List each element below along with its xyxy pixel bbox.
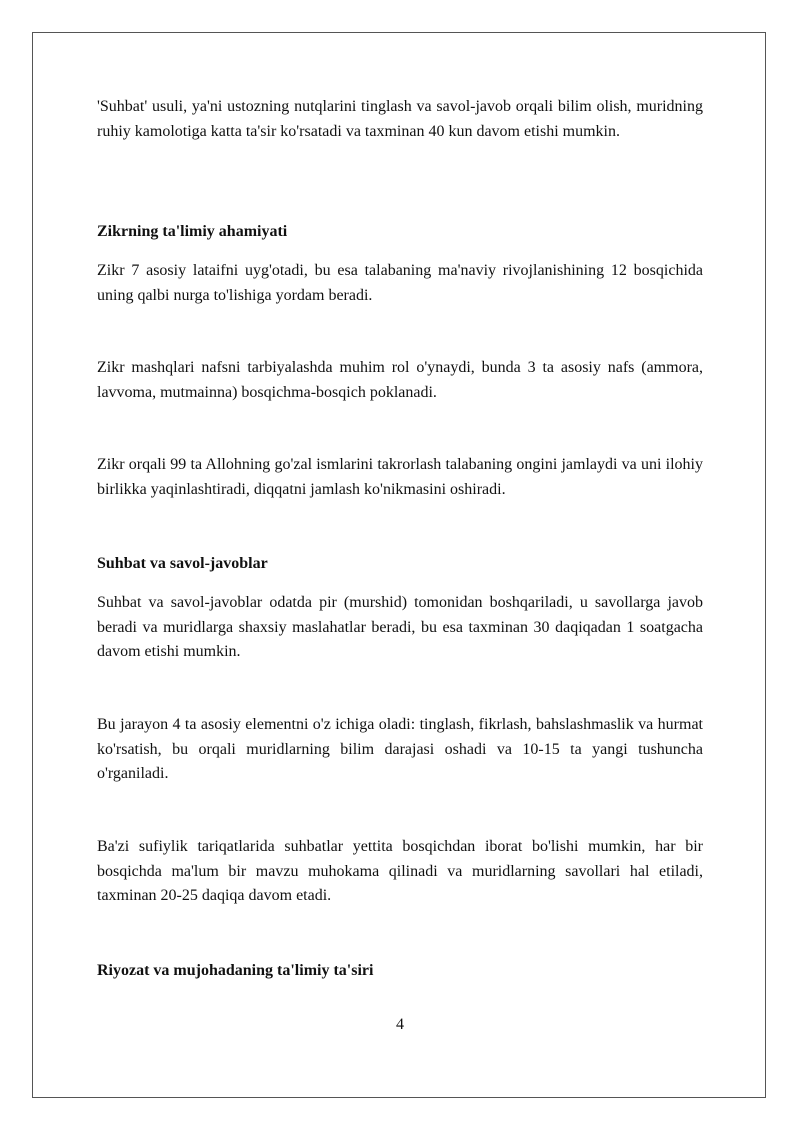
paragraph-suhbat-usuli: 'Suhbat' usuli, ya'ni ustozning nutqlarini tinglash va savol-javob orqali bilim olish, muridning ruhiy kamolotiga katta ta'sir ko'rsatadi va taxminan 40 kun davom etishi mumkin. bbox=[97, 98, 703, 140]
paragraph-zikr-ismlar: Zikr orqali 99 ta Allohning go'zal ismlarini takrorlash talabaning ongini jamlaydi va uni ilohiy birlikka yaqinlashtiradi, diqqatni jamlash ko'nikmasini oshiradi. bbox=[97, 456, 703, 498]
page-number: 4 bbox=[396, 1016, 404, 1033]
heading-suhbat-savol-javob: Suhbat va savol-javoblar bbox=[97, 555, 268, 572]
paragraph-zikr-lataif: Zikr 7 asosiy lataifni uyg'otadi, bu esa talabaning ma'naviy rivojlanishining 12 bosqichida uning qalbi nurga to'lishiga yordam beradi. bbox=[97, 262, 703, 304]
heading-zikr-ahamiyati: Zikrning ta'limiy ahamiyati bbox=[97, 223, 288, 240]
document-page bbox=[32, 32, 766, 1098]
paragraph-tariqat-bosqichlar: Ba'zi sufiylik tariqatlarida suhbatlar yettita bosqichdan iborat bo'lishi mumkin, har bir bosqichda ma'lum bir mavzu muhokama qilinadi va muridlarning savollari hal etiladi, taxminan 20-25 daqiqa davom etadi. bbox=[97, 838, 703, 904]
paragraph-jarayon-elementlar: Bu jarayon 4 ta asosiy elementni o'z ichiga oladi: tinglash, fikrlash, bahslashmaslik va hurmat ko'rsatish, bu orqali muridlarning bilim darajasi oshadi va 10-15 ta yangi tushuncha o'rganiladi. bbox=[97, 716, 703, 782]
paragraph-zikr-nafs: Zikr mashqlari nafsni tarbiyalashda muhim rol o'ynaydi, bunda 3 ta asosiy nafs (ammora, lavvoma, mutmainna) bosqichma-bosqich poklanadi. bbox=[97, 359, 703, 401]
heading-riyozat-mujohada: Riyozat va mujohadaning ta'limiy ta'siri bbox=[97, 962, 374, 979]
paragraph-suhbat-pir: Suhbat va savol-javoblar odatda pir (murshid) tomonidan boshqariladi, u savollarga javob beradi va muridlarga shaxsiy maslahatlar beradi, bu esa taxminan 30 daqiqadan 1 soatgacha davom etishi mumkin. bbox=[97, 594, 703, 660]
